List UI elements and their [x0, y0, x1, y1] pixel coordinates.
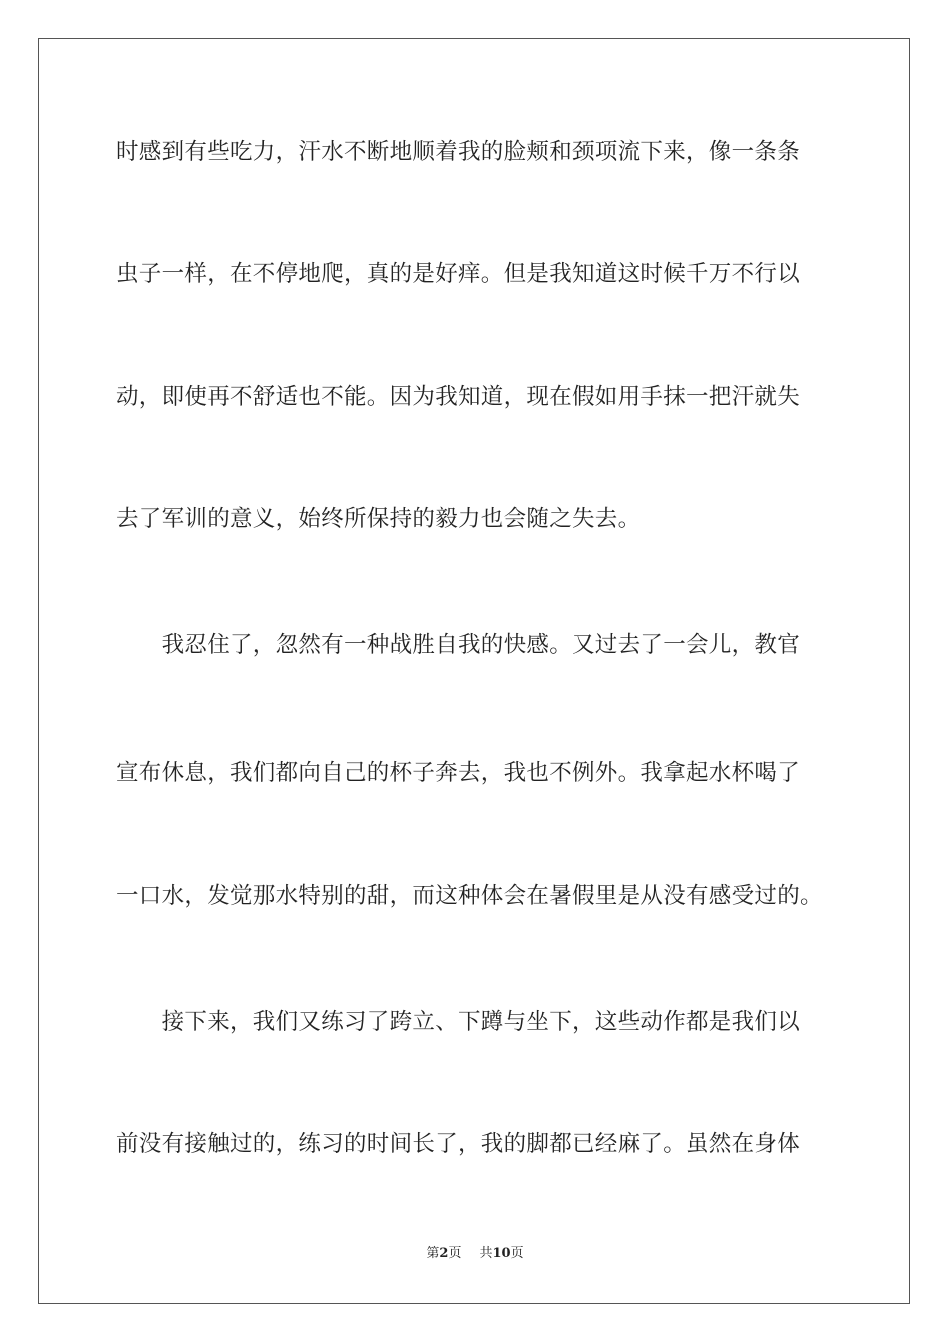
paragraph-line: 时感到有些吃力，汗水不断地顺着我的脸颊和颈项流下来，像一条条	[116, 139, 801, 165]
paragraph-line: 去了军训的意义，始终所保持的毅力也会随之失去。	[116, 506, 641, 532]
page-label-prefix: 第	[426, 1246, 440, 1261]
page-label-suffix: 页	[448, 1246, 462, 1261]
total-label-prefix: 共	[479, 1246, 493, 1261]
paragraph-line: 我忍住了，忽然有一种战胜自我的快感。又过去了一会儿，教官	[116, 632, 801, 658]
paragraph-line: 前没有接触过的，练习的时间长了，我的脚都已经麻了。虽然在身体	[116, 1131, 801, 1157]
paragraph-line: 虫子一样，在不停地爬，真的是好痒。但是我知道这时候千万不行以	[116, 261, 801, 287]
paragraph-line: 一口水，发觉那水特别的甜，而这种体会在暑假里是从没有感受过的。	[116, 883, 823, 909]
page-number: 2	[439, 1246, 449, 1261]
page-footer	[0, 1245, 950, 1263]
page-border	[38, 38, 910, 1304]
paragraph-line: 接下来，我们又练习了跨立、下蹲与坐下，这些动作都是我们以	[116, 1009, 801, 1035]
total-pages: 10	[492, 1246, 511, 1261]
total-label-suffix: 页	[510, 1246, 524, 1261]
paragraph-line: 动，即使再不舒适也不能。因为我知道，现在假如用手抹一把汗就失	[116, 384, 801, 410]
paragraph-line: 宣布休息，我们都向自己的杯子奔去，我也不例外。我拿起水杯喝了	[116, 760, 801, 786]
